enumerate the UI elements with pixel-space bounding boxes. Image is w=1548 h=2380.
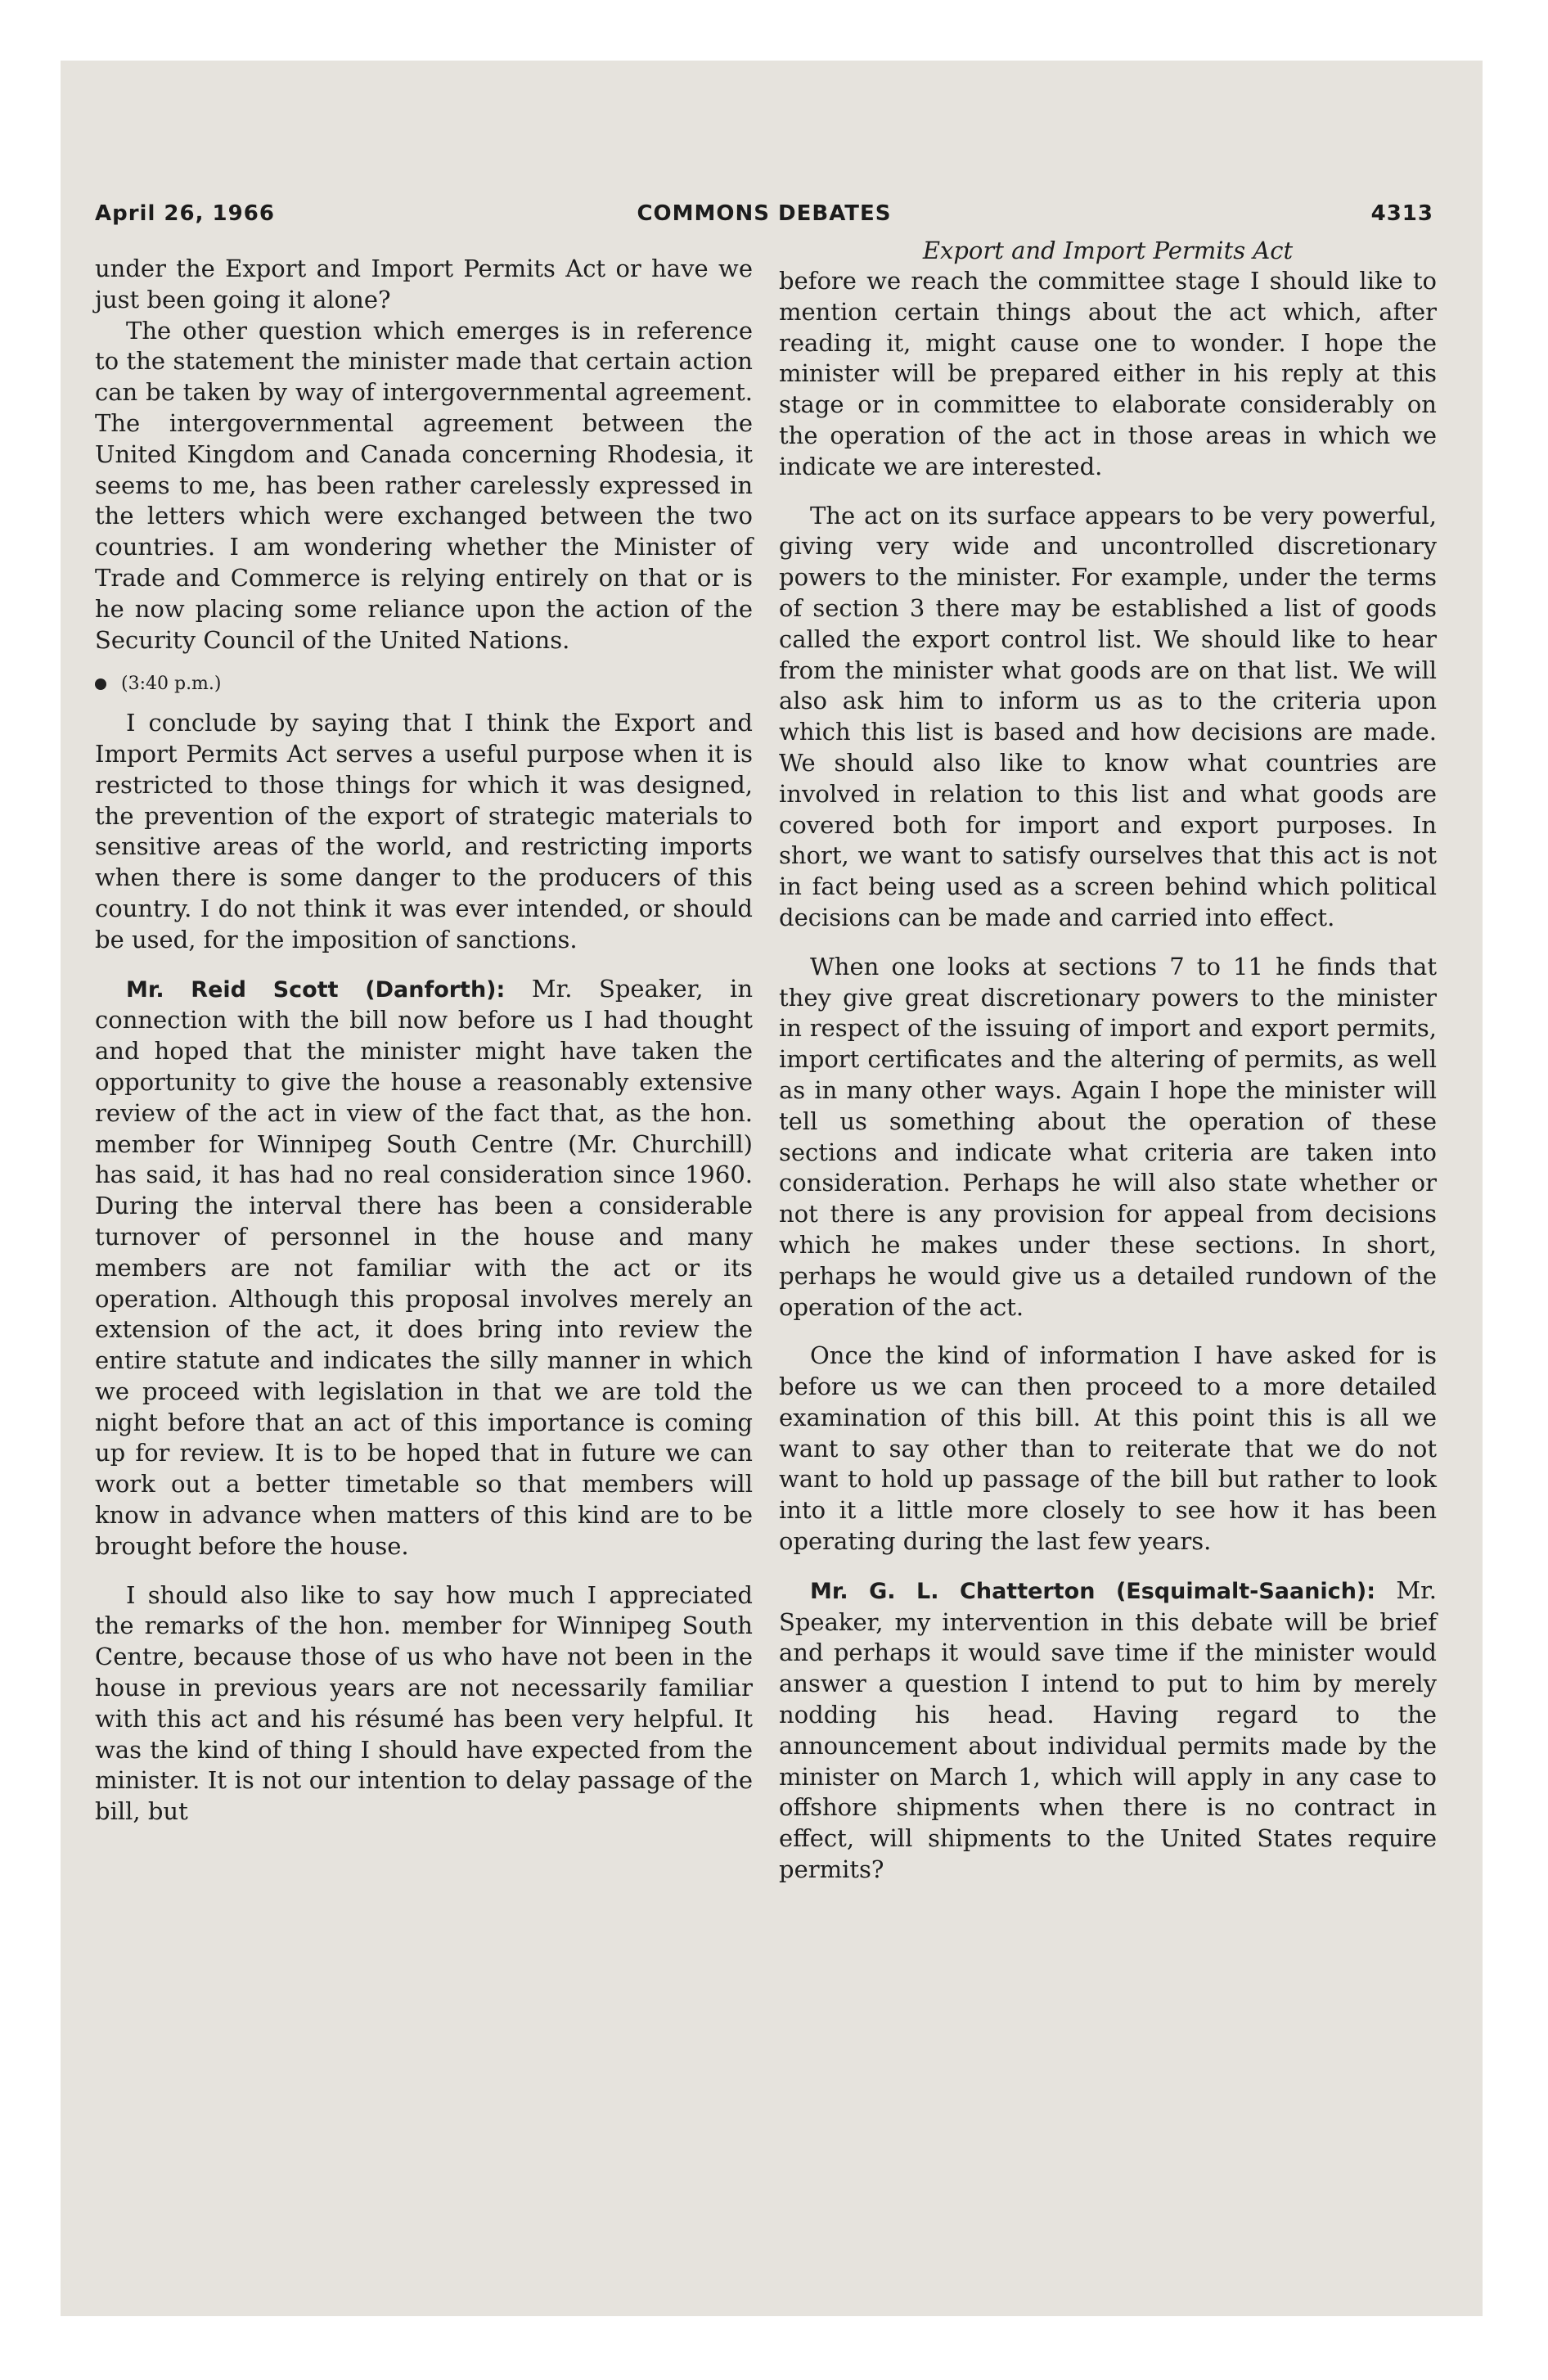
speech-text: Mr. Speaker, my intervention in this debate will be brief and perhaps it would save time if the minister would answer a question I intend to put to him by merely nodding his head. Having regard to the announcement about individual permits made by the minister on March 1, which will apply in any case to offshore shipments when there is no contract in effect, will shipments to the United States require permits? [779,1575,1437,1884]
speech-text: Mr. Speaker, in connection with the bill now before us I had thought and hoped that the minister might have taken the opportunity to give the house a reasonably extensive review of the act in view of the fact that, as the hon. member for Winnipeg South Centre (Mr. Churchill) has said, it has had no real consideration since 1960. During the interval there has been a considerable turnover of personnel in the house and many members are not familiar with the act or its operation. Although this proposal involves merely an extension of the act, it does bring into review the entire statute and indicates the silly manner in which we proceed with legislation in that we are told the night before that an act of this importance is coming up for review. It is to be hoped that in future we can work out a better timetable so that members will know in advance when matters of this kind are to be brought before the house. [95,974,754,1560]
bullet-icon [95,678,106,690]
page-header [95,201,1433,237]
time-stamp [95,669,753,700]
header-date: April 26, 1966 [95,201,275,226]
running-head: Export and Import Permits Act [922,237,1294,264]
right-column [779,237,1437,1886]
paragraph: Once the kind of information I have asked for is before us we can then proceed to a more detailed examination of this bill. At this point this is all we want to say other than to reiterate that we do not want to hold up passage of the bill but rather to look into it a little more closely to see how it has been operating during the last few years. [779,1341,1437,1556]
speaker-name: Mr. G. L. Chatterton (Esquimalt-Saanich): [810,1578,1376,1604]
paragraph: under the Export and Import Permits Act or have we just been going it alone? [95,255,753,313]
time-stamp-text: (3:40 p.m.) [121,674,222,695]
speech-paragraph [95,974,753,1562]
speaker-name: Mr. Reid Scott (Danforth): [126,976,506,1003]
paragraph: The other question which emerges is in reference to the statement the minister made that certain action can be taken by way of intergovernmental agreement. The intergovernmental agreement between the United Kingdom and Canada concerning Rhodesia, it seems to me, has been rather carelessly expressed in the letters which were exchanged between the two countries. I am wondering whether the Minister of Trade and Commerce is relying entirely on that or is he now placing some reliance upon the action of the Security Council of the United Nations. [95,316,753,654]
paragraph: The act on its surface appears to be very powerful, giving very wide and uncontrolled discretionary powers to the minister. For example, under the terms of section 3 there may be established a list of goods called the export control list. We should like to hear from the minister what goods are on that list. We will also ask him to inform us as to the criteria upon which this list is based and how decisions are made. We should also like to know what countries are involved in relation to this list and what goods are covered both for import and export purposes. In short, we want to satisfy ourselves that this act is not in fact being used as a screen behind which political decisions can be made and carried into effect. [779,501,1437,931]
header-title: COMMONS DEBATES [637,201,892,226]
paragraph: before we reach the committee stage I should like to mention certain things about the act which, after reading it, might cause one to wonder. I hope the minister will be prepared either in his reply at this stage or in committee to elaborate considerably on the operation of the act in those areas in which we indicate we are interested. [779,267,1437,480]
paragraph: When one looks at sections 7 to 11 he finds that they give great discretionary powers to the minister in respect of the issuing of import and export permits, import certificates and the altering of permits, as well as in many other ways. Again I hope the minister will tell us something about the operation of these sections and indicate what criteria are taken into consideration. Perhaps he will also state whether or not there is any provision for appeal from decisions which he makes under these sections. In short, perhaps he would give us a detailed rundown of the operation of the act. [779,952,1437,1321]
left-column [95,254,753,1828]
header-page-number: 4313 [1370,201,1433,226]
paragraph: I should also like to say how much I appreciated the remarks of the hon. member for Winnipeg South Centre, because those of us who have not been in the house in previous years are not necessarily familiar with this act and his résumé has been very helpful. It was the kind of thing I should have expected from the minister. It is not our intention to delay passage of the bill, but [95,1580,753,1826]
paragraph: I conclude by saying that I think the Export and Import Permits Act serves a useful purpose when it is restricted to those things for which it was designed, the prevention of the export of strategic materials to sensitive areas of the world, and restricting imports when there is some danger to the producers of this country. I do not think it was ever intended, or should be used, for the imposition of sanctions. [95,709,753,953]
speech-paragraph [779,1575,1437,1886]
